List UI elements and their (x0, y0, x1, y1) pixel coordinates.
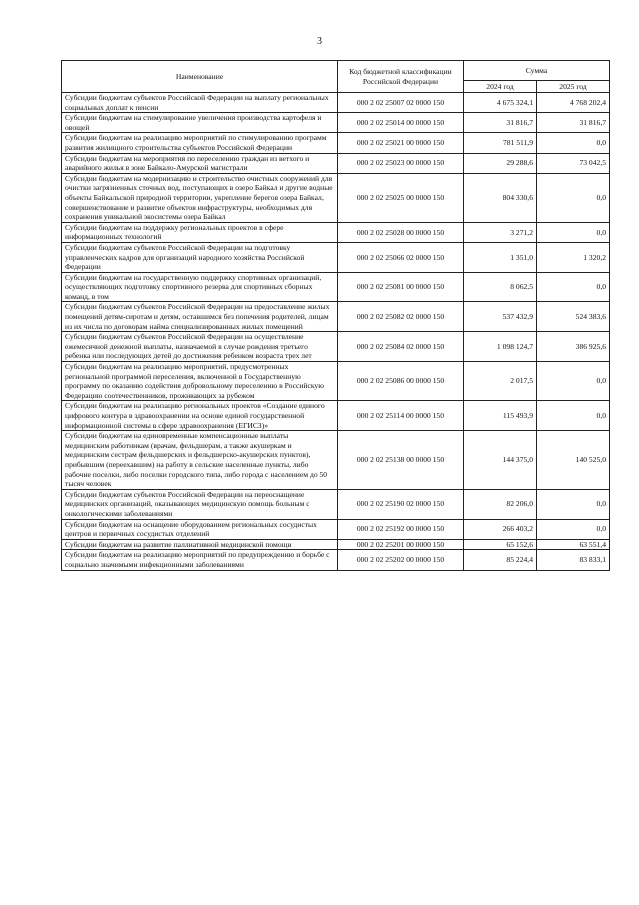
row-name-cell: Субсидии бюджетам на оснащение оборудованием региональных сосудистых центров и первичных сосудистых отделений (62, 519, 338, 539)
row-name-cell: Субсидии бюджетам на единовременные компенсационные выплаты медицинским работникам (врачам, фельдшерам, а также акушеркам и медицинским сестрам фельдшерских и фельдшерско-акушерских пунктов), прибывшим (переехавшим) на работу в сельские населенные пункты, либо рабочие поселки, либо поселки городского типа, либо города с населением до 50 тысяч человек (62, 431, 338, 490)
row-code-cell: 000 2 02 25025 00 0000 150 (338, 173, 464, 222)
row-value-2025: 0,0 (537, 519, 610, 539)
table-row (62, 550, 610, 570)
row-value-2024: 537 432,9 (464, 302, 537, 332)
row-value-2025: 1 320,2 (537, 242, 610, 272)
row-name-cell: Субсидии бюджетам на реализацию мероприятий, предусмотренных региональной программой переселения, включенной в Государственную программу по оказанию содействия добровольному переселению в Российскую Федерацию соотечественников, проживающих за рубежом (62, 362, 338, 401)
row-name-cell: Субсидии бюджетам на государственную поддержку спортивных организаций, осуществляющих подготовку спортивного резерва для спортивных сборных команд, в том (62, 272, 338, 302)
row-code-cell: 000 2 02 25028 00 0000 150 (338, 222, 464, 242)
row-name-cell: Субсидии бюджетам на реализацию региональных проектов «Создание единого цифрового контура в здравоохранении на основе единой государственной информационной системы в сфере здравоохранения (ЕГИСЗ)» (62, 401, 338, 431)
table-row (62, 431, 610, 490)
header-year-2025: 2025 год (537, 81, 610, 93)
row-value-2024: 29 288,6 (464, 153, 537, 173)
page-number: 3 (317, 36, 322, 47)
row-code-cell: 000 2 02 25202 00 0000 150 (338, 550, 464, 570)
table-row (62, 539, 610, 550)
header-name: Наименование (62, 61, 338, 93)
row-code-cell: 000 2 02 25066 02 0000 150 (338, 242, 464, 272)
row-value-2024: 1 098 124,7 (464, 332, 537, 362)
row-value-2025: 73 042,5 (537, 153, 610, 173)
header-sum: Сумма (464, 61, 610, 81)
table-row (62, 222, 610, 242)
row-name-cell: Субсидии бюджетам субъектов Российской Федерации на осуществление ежемесячной денежной выплаты, назначаемой в случае рождения третьего ребенка или последующих детей до достижения ребенком возраста трех лет (62, 332, 338, 362)
row-value-2025: 0,0 (537, 173, 610, 222)
row-value-2024: 804 330,6 (464, 173, 537, 222)
row-value-2024: 115 493,9 (464, 401, 537, 431)
row-code-cell: 000 2 02 25007 02 0000 150 (338, 93, 464, 113)
table-row (62, 272, 610, 302)
table-row (62, 153, 610, 173)
table-body (62, 93, 610, 571)
row-code-cell: 000 2 02 25138 00 0000 150 (338, 431, 464, 490)
row-value-2025: 4 768 202,4 (537, 93, 610, 113)
table-row (62, 332, 610, 362)
row-value-2024: 82 206,0 (464, 489, 537, 519)
table-header (62, 61, 610, 93)
header-year-2024: 2024 год (464, 81, 537, 93)
row-value-2024: 3 271,2 (464, 222, 537, 242)
row-value-2025: 524 383,6 (537, 302, 610, 332)
row-value-2024: 4 675 324,1 (464, 93, 537, 113)
row-code-cell: 000 2 02 25084 02 0000 150 (338, 332, 464, 362)
table-row (62, 489, 610, 519)
row-value-2025: 386 925,6 (537, 332, 610, 362)
row-value-2024: 31 816,7 (464, 113, 537, 133)
row-code-cell: 000 2 02 25201 00 0000 150 (338, 539, 464, 550)
row-value-2024: 1 351,0 (464, 242, 537, 272)
row-value-2025: 0,0 (537, 489, 610, 519)
row-value-2025: 83 833,1 (537, 550, 610, 570)
row-value-2025: 0,0 (537, 133, 610, 153)
row-code-cell: 000 2 02 25190 02 0000 150 (338, 489, 464, 519)
row-value-2024: 8 062,5 (464, 272, 537, 302)
row-code-cell: 000 2 02 25081 00 0000 150 (338, 272, 464, 302)
row-value-2024: 781 511,9 (464, 133, 537, 153)
row-value-2025: 140 525,0 (537, 431, 610, 490)
row-code-cell: 000 2 02 25014 00 0000 150 (338, 113, 464, 133)
row-value-2024: 2 017,5 (464, 362, 537, 401)
row-name-cell: Субсидии бюджетам субъектов Российской Федерации на выплату региональных социальных доплат к пенсии (62, 93, 338, 113)
row-name-cell: Субсидии бюджетам на реализацию мероприятий по стимулированию программ развития жилищного строительства субъектов Российской Федерации (62, 133, 338, 153)
budget-table (61, 60, 610, 571)
table-row (62, 173, 610, 222)
row-name-cell: Субсидии бюджетам субъектов Российской Федерации на переоснащение медицинских организаций, оказывающих медицинскую помощь больным с онкологическими заболеваниями (62, 489, 338, 519)
table-row (62, 93, 610, 113)
row-name-cell: Субсидии бюджетам на реализацию мероприятий по предупреждению и борьбе с социально значимыми инфекционными заболеваниями (62, 550, 338, 570)
row-value-2025: 31 816,7 (537, 113, 610, 133)
row-code-cell: 000 2 02 25114 00 0000 150 (338, 401, 464, 431)
row-value-2025: 0,0 (537, 401, 610, 431)
table-row (62, 401, 610, 431)
row-value-2025: 63 551,4 (537, 539, 610, 550)
row-name-cell: Субсидии бюджетам на модернизацию и строительство очистных сооружений для очистки загрязненных сточных вод, поступающих в озеро Байкал и другие водные объекты Байкальской природной территории, укрепление берегов озера Байкал, совершенствование и развитие объектов инфраструктуры, необходимых для сохранения уникальной экосистемы озера Байкал (62, 173, 338, 222)
table-row (62, 113, 610, 133)
row-value-2025: 0,0 (537, 272, 610, 302)
row-code-cell: 000 2 02 25082 02 0000 150 (338, 302, 464, 332)
table-row (62, 302, 610, 332)
row-value-2025: 0,0 (537, 222, 610, 242)
row-name-cell: Субсидии бюджетам субъектов Российской Федерации на предоставление жилых помещений детям-сиротам и детям, оставшимся без попечения родителей, лицам из их числа по договорам найма специализированных жилых помещений (62, 302, 338, 332)
row-value-2025: 0,0 (537, 362, 610, 401)
row-value-2024: 144 375,0 (464, 431, 537, 490)
row-code-cell: 000 2 02 25021 00 0000 150 (338, 133, 464, 153)
row-name-cell: Субсидии бюджетам на мероприятия по переселению граждан из ветхого и аварийного жилья в зоне Байкало-Амурской магистрали (62, 153, 338, 173)
row-value-2024: 85 224,4 (464, 550, 537, 570)
row-code-cell: 000 2 02 25086 00 0000 150 (338, 362, 464, 401)
row-name-cell: Субсидии бюджетам на развитие паллиативной медицинской помощи (62, 539, 338, 550)
row-name-cell: Субсидии бюджетам субъектов Российской Федерации на подготовку управленческих кадров для организаций народного хозяйства Российской Федерации (62, 242, 338, 272)
row-name-cell: Субсидии бюджетам на стимулирование увеличения производства картофеля и овощей (62, 113, 338, 133)
row-name-cell: Субсидии бюджетам на поддержку региональных проектов в сфере информационных технологий (62, 222, 338, 242)
row-value-2024: 65 152,6 (464, 539, 537, 550)
table-row (62, 242, 610, 272)
table-row (62, 519, 610, 539)
table-row (62, 362, 610, 401)
row-value-2024: 266 403,2 (464, 519, 537, 539)
row-code-cell: 000 2 02 25023 00 0000 150 (338, 153, 464, 173)
row-code-cell: 000 2 02 25192 00 0000 150 (338, 519, 464, 539)
header-code: Код бюджетной классификации Российской Федерации (338, 61, 464, 93)
table-row (62, 133, 610, 153)
